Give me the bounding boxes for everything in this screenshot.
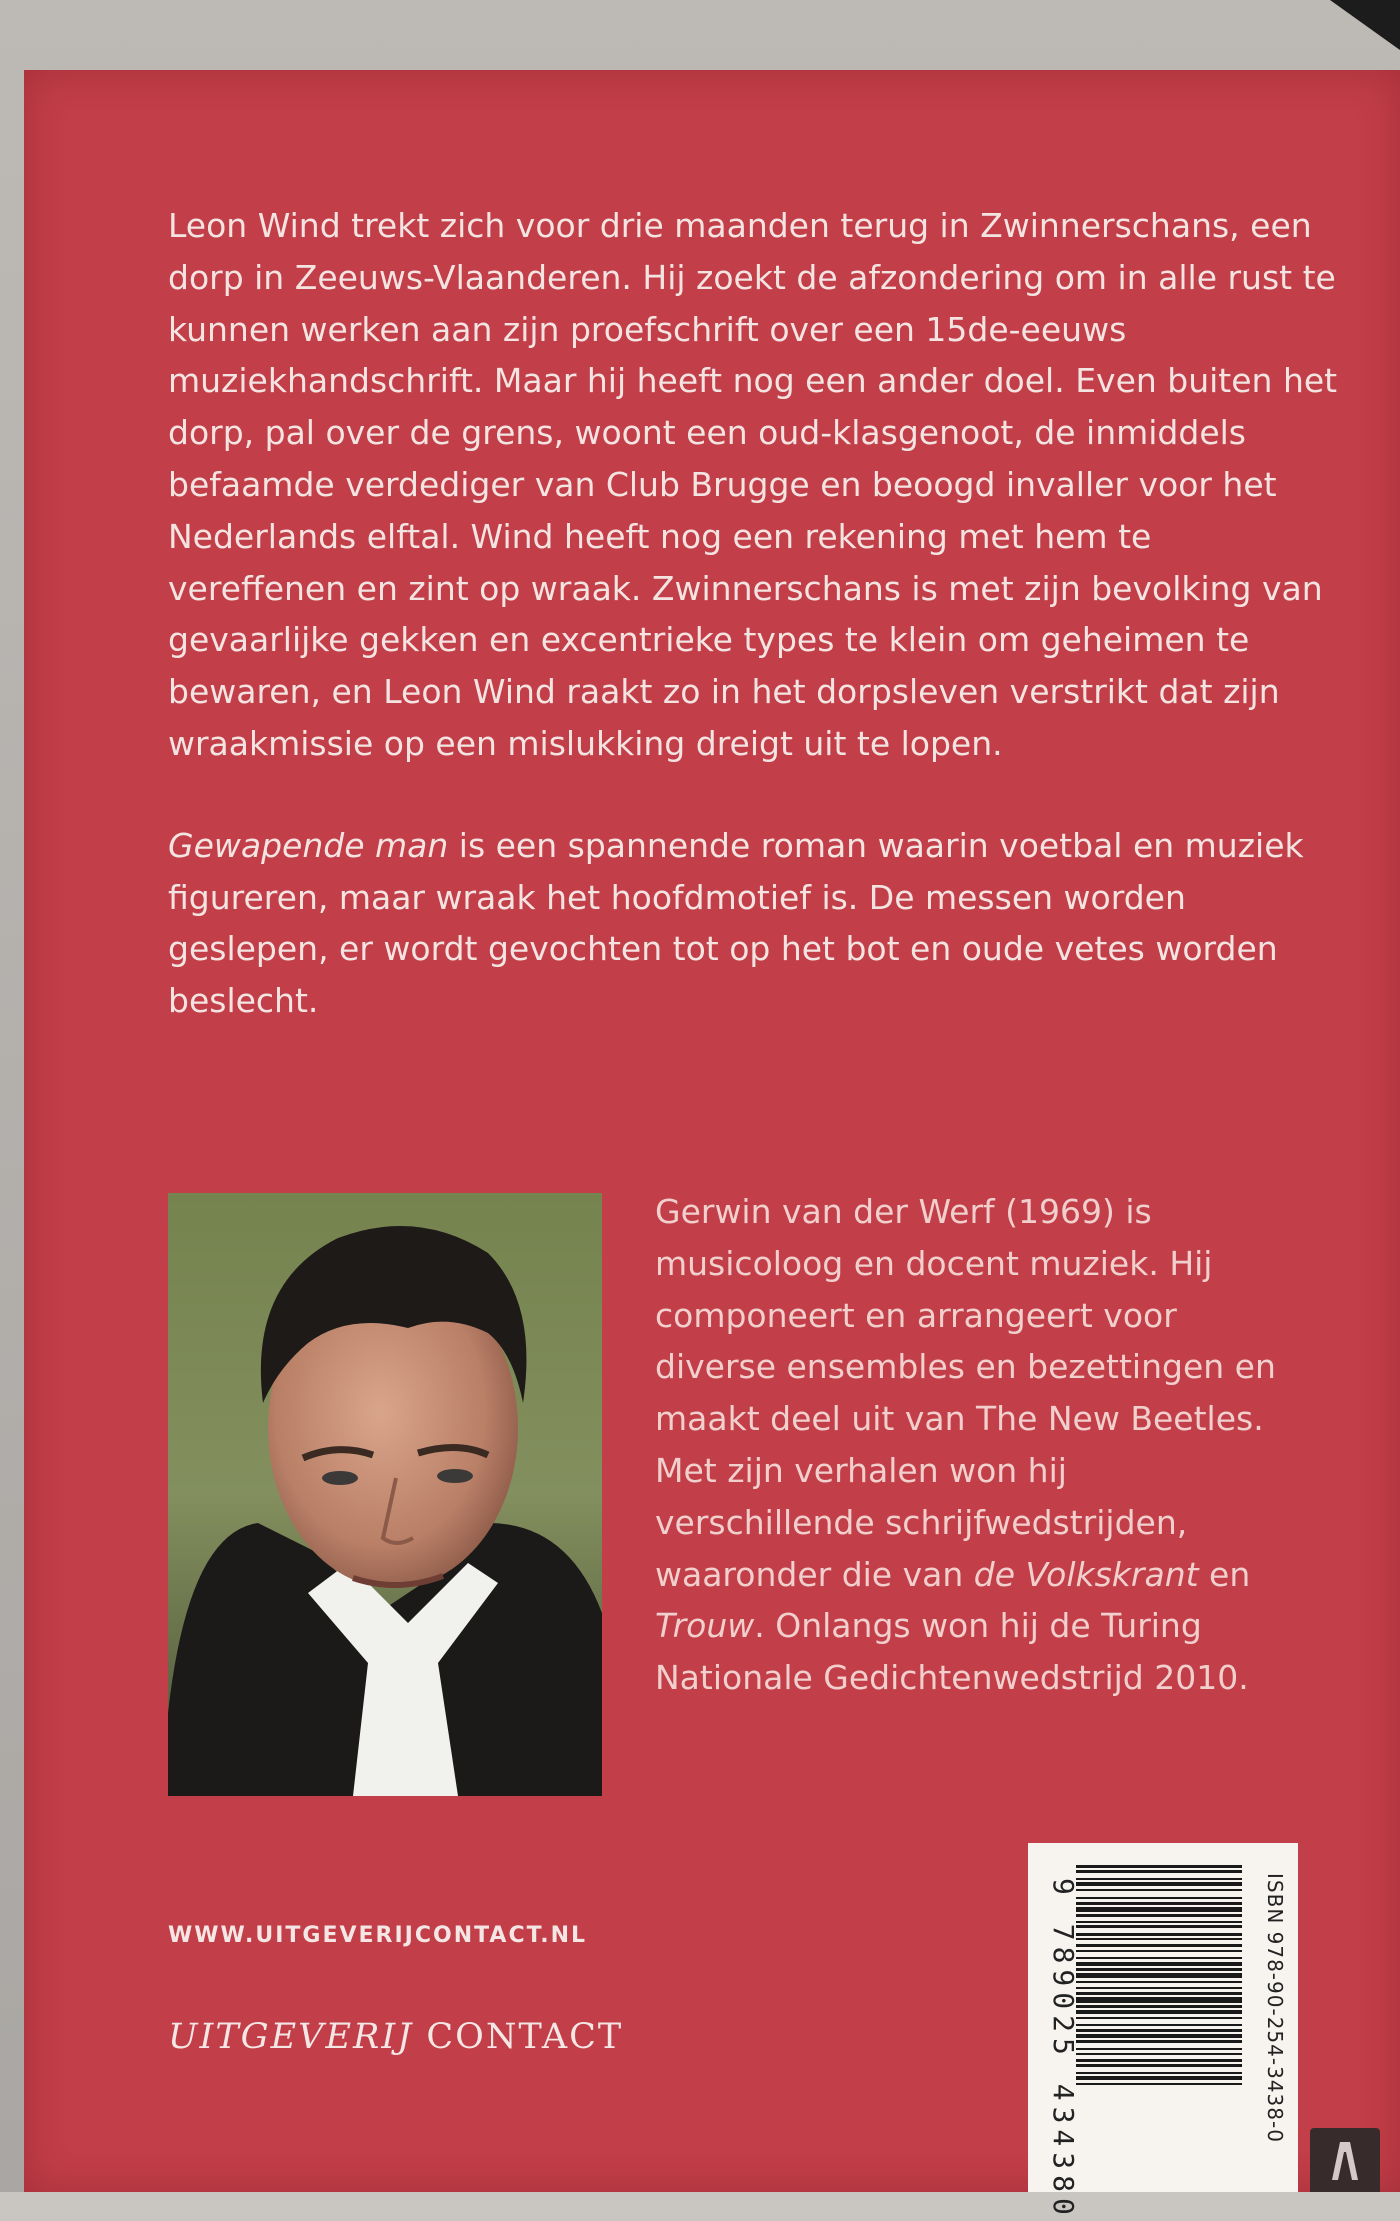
barcode-bar (1076, 2005, 1242, 2008)
publisher-website: WWW.UITGEVERIJCONTACT.NL (168, 1923, 588, 1948)
barcode-bar (1076, 1870, 1242, 1873)
barcode-bar (1076, 1950, 1242, 1952)
watermark-logo-icon (1310, 2128, 1380, 2192)
author-photo (168, 1193, 602, 1796)
author-bio (655, 1186, 1295, 1704)
bio-and: en (1198, 1554, 1251, 1594)
barcode-bar (1076, 2064, 1242, 2067)
barcode-bar (1076, 2053, 1242, 2055)
barcode-bar (1076, 1907, 1242, 1912)
barcode-bar (1076, 1944, 1242, 1947)
barcode-bar (1076, 2040, 1242, 2043)
barcode-bar (1076, 1997, 1242, 2003)
isbn-label: ISBN 978-90-254-3438-0 (1263, 1873, 1287, 2143)
barcode-bar (1076, 2072, 1242, 2074)
author-portrait-image (168, 1193, 602, 1796)
blurb-paragraph-2-text: is een spannende roman waarin voetbal en muziek figureren, maar wraak het hoofdmotief is. De messen worden geslepen, er wordt gevochten tot op het bot en oude vetes worden beslecht. (168, 825, 1304, 1021)
blurb-paragraph-2 (168, 820, 1338, 1027)
publisher-name-italic: UITGEVERIJ (168, 2017, 414, 2057)
barcode-bar (1076, 2017, 1242, 2019)
barcode-bar (1076, 1902, 1242, 1905)
barcode-bar (1076, 1878, 1242, 1880)
barcode-bar (1076, 1925, 1242, 1928)
book-title: Gewapende man (168, 825, 449, 865)
barcode-bar (1076, 2029, 1242, 2032)
barcode-bar (1076, 1962, 1242, 1966)
barcode-bar (1076, 2083, 1242, 2085)
barcode-bar (1076, 1865, 1242, 1868)
barcode-bar (1076, 1992, 1242, 1995)
barcode-bar (1076, 2034, 1242, 2038)
barcode-bar (1076, 1921, 1242, 1923)
barcode-bar (1076, 1914, 1242, 1917)
publisher-name-regular: CONTACT (413, 2017, 624, 2057)
publisher-name (168, 2017, 623, 2057)
barcode-bar (1076, 1882, 1242, 1886)
barcode-bar (1076, 2024, 1242, 2026)
blurb-paragraph-1: Leon Wind trekt zich voor drie maanden terug in Zwinnerschans, een dorp in Zeeuws-Vlaanderen. Hij zoekt de afzondering om in alle rust te kunnen werken aan zijn proefschrift over een 15de-eeuws muziekhandschrift. Maar hij heeft nog een ander doel. Even buiten het dorp, pal over de grens, woont een oud-klasgenoot, de inmiddels befaamde verdediger van Club Brugge en beoogd invaller voor het Nederlands elftal. Wind heeft nog een rekening met hem te vereffenen en zint op wraak. Zwinnerschans is met zijn bevolking van gevaarlijke gekken en excentrieke types te klein om geheimen te bewaren, en Leon Wind raakt zo in het dorpsleven verstrikt dat zijn wraakmissie op een mislukking dreigt uit te lopen. (168, 206, 1338, 763)
barcode-bar (1076, 1938, 1242, 1940)
bio-text-1: Gerwin van der Werf (1969) is musicoloog en docent muziek. Hij componeert en arrangeert voor diverse ensembles en bezettingen en maakt deel uit van The New Beetles. Met zijn verhalen won hij verschillende schrijfwedstrijden, waaronder die van (655, 1192, 1276, 1594)
newspaper-trouw: Trouw (655, 1606, 755, 1646)
barcode-bar (1076, 1897, 1242, 1899)
barcode-bar (1076, 1957, 1242, 1959)
barcode-bar (1076, 2076, 1242, 2080)
newspaper-volkskrant: de Volkskrant (973, 1554, 1199, 1594)
barcode-bar (1076, 2059, 1242, 2062)
barcode-bar (1076, 2010, 1242, 2014)
barcode-bar (1076, 2048, 1242, 2050)
barcode-bar (1076, 1973, 1242, 1978)
barcode-bar (1076, 1968, 1242, 1971)
barcode-bar (1076, 1933, 1242, 1936)
barcode-bar (1076, 1981, 1242, 1983)
barcode-bar (1076, 1987, 1242, 1989)
ean-number: 9 789025 434380 (1047, 1878, 1080, 2221)
barcode-bar (1076, 1889, 1242, 1891)
book-blurb (168, 200, 1338, 1027)
bio-text-2: . Onlangs won hij de Turing Nationale Gedichtenwedstrijd 2010. (655, 1606, 1249, 1698)
